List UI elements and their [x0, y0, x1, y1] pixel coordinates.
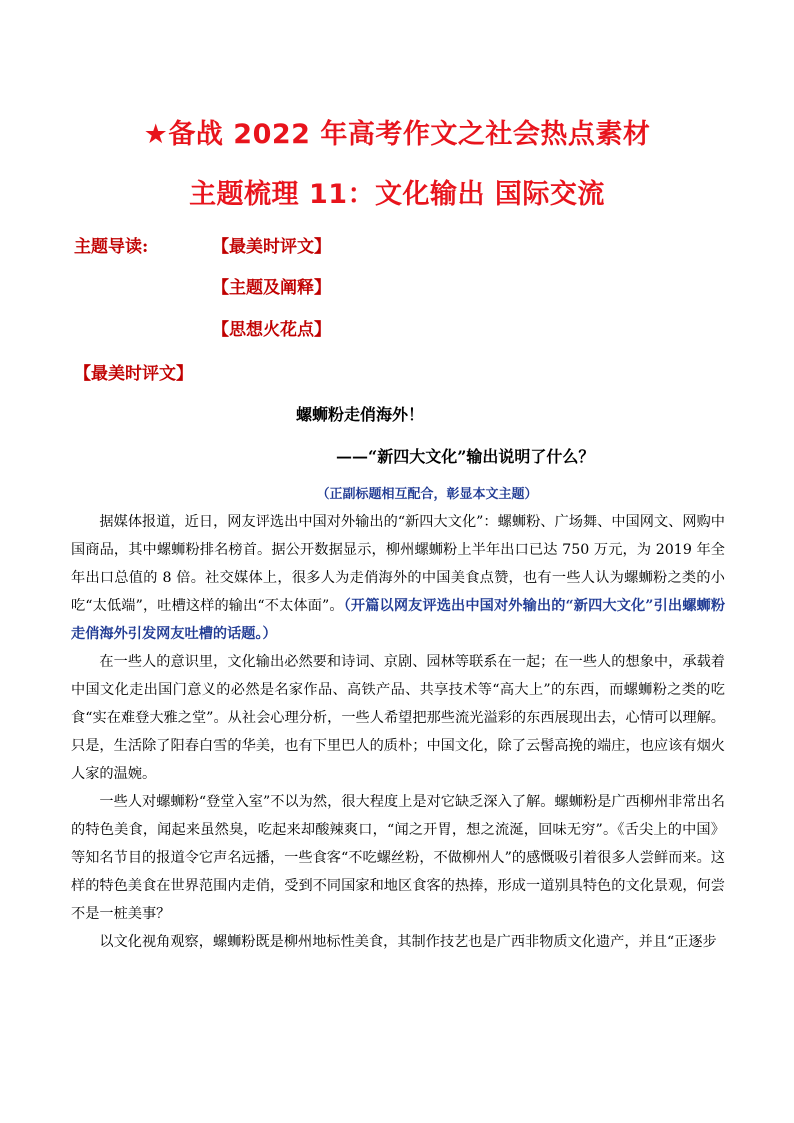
guide-item-commentary: 【最美时评文】: [212, 237, 331, 257]
paragraph: [71, 508, 725, 648]
paragraph: 在一些人的意识里，文化输出必然要和诗词、京剧、园林等联系在一起；在一些人的想象中，承载着中国文化走出国门意义的必然是名家作品、高铁产品、共享技术等“高大上”的东西，而螺蛳粉之类的吃食“实在难登大雅之堂”。从社会心理分析，一些人希望把那些流光溢彩的东西展现出去，心情可以理解。只是，生活除了阳春白雪的华美，也有下里巴人的质朴；中国文化，除了云髻高挽的端庄，也应该有烟火人家的温婉。: [71, 654, 725, 782]
commentary-note: （开篇以网友评选出中国对外输出的“新四大文化”引出螺蛳粉走俏海外引发网友吐槽的话题。）: [71, 598, 726, 642]
section-heading: 【最美时评文】: [74, 364, 193, 384]
paragraph-text: 据媒体报道，近日，网友评选出中国对外输出的“新四大文化”：螺蛳粉、广场舞、中国网文、网购中国商品，其中螺蛳粉排名榜首。据公开数据显示，柳州螺蛳粉上半年出口已达 750 万元，为 2019 年全年出口总值的 8 倍。社交媒体上，很多人为走俏海外的中国美食点赞，也有一些人认为螺蛳粉之类的小吃“太低端”，吐槽这样的输出“不太体面”。: [71, 514, 725, 614]
article-body: [71, 508, 725, 956]
paragraph: 以文化视角观察，螺蛳粉既是柳州地标性美食，其制作技艺也是广西非物质文化遗产，并且“正逐步: [99, 934, 717, 950]
main-title: ★备战 2022 年高考作文之社会热点素材: [143, 119, 651, 150]
article-title: 螺蛳粉走俏海外！: [296, 405, 425, 424]
sub-title: 主题梳理 11：文化输出 国际交流: [189, 179, 605, 210]
paragraph: 一些人对螺蛳粉“登堂入室”不以为然，很大程度上是对它缺乏深入了解。螺蛳粉是广西柳州非常出名的特色美食，闻起来虽然臭，吃起来却酸辣爽口，“闻之开胃，想之流涎，回味无穷”。《舌尖上的中国》等知名节目的报道令它声名远播，一些食客“不吃螺丝粉，不做柳州人”的感慨吸引着很多人尝鲜而来。这样的特色美食在世界范围内走俏，受到不同国家和地区食客的热捧，形成一道别具特色的文化景观，何尝不是一桩美事？: [71, 794, 725, 922]
guide-item-ideas: 【思想火花点】: [212, 320, 331, 340]
guide-item-theme: 【主题及阐释】: [212, 278, 331, 298]
article-title-note: （正副标题相互配合，彰显本文主题）: [316, 487, 538, 502]
article-subtitle: ——“新四大文化”输出说明了什么？: [336, 447, 595, 466]
guide-label: 主题导读:: [74, 237, 149, 257]
